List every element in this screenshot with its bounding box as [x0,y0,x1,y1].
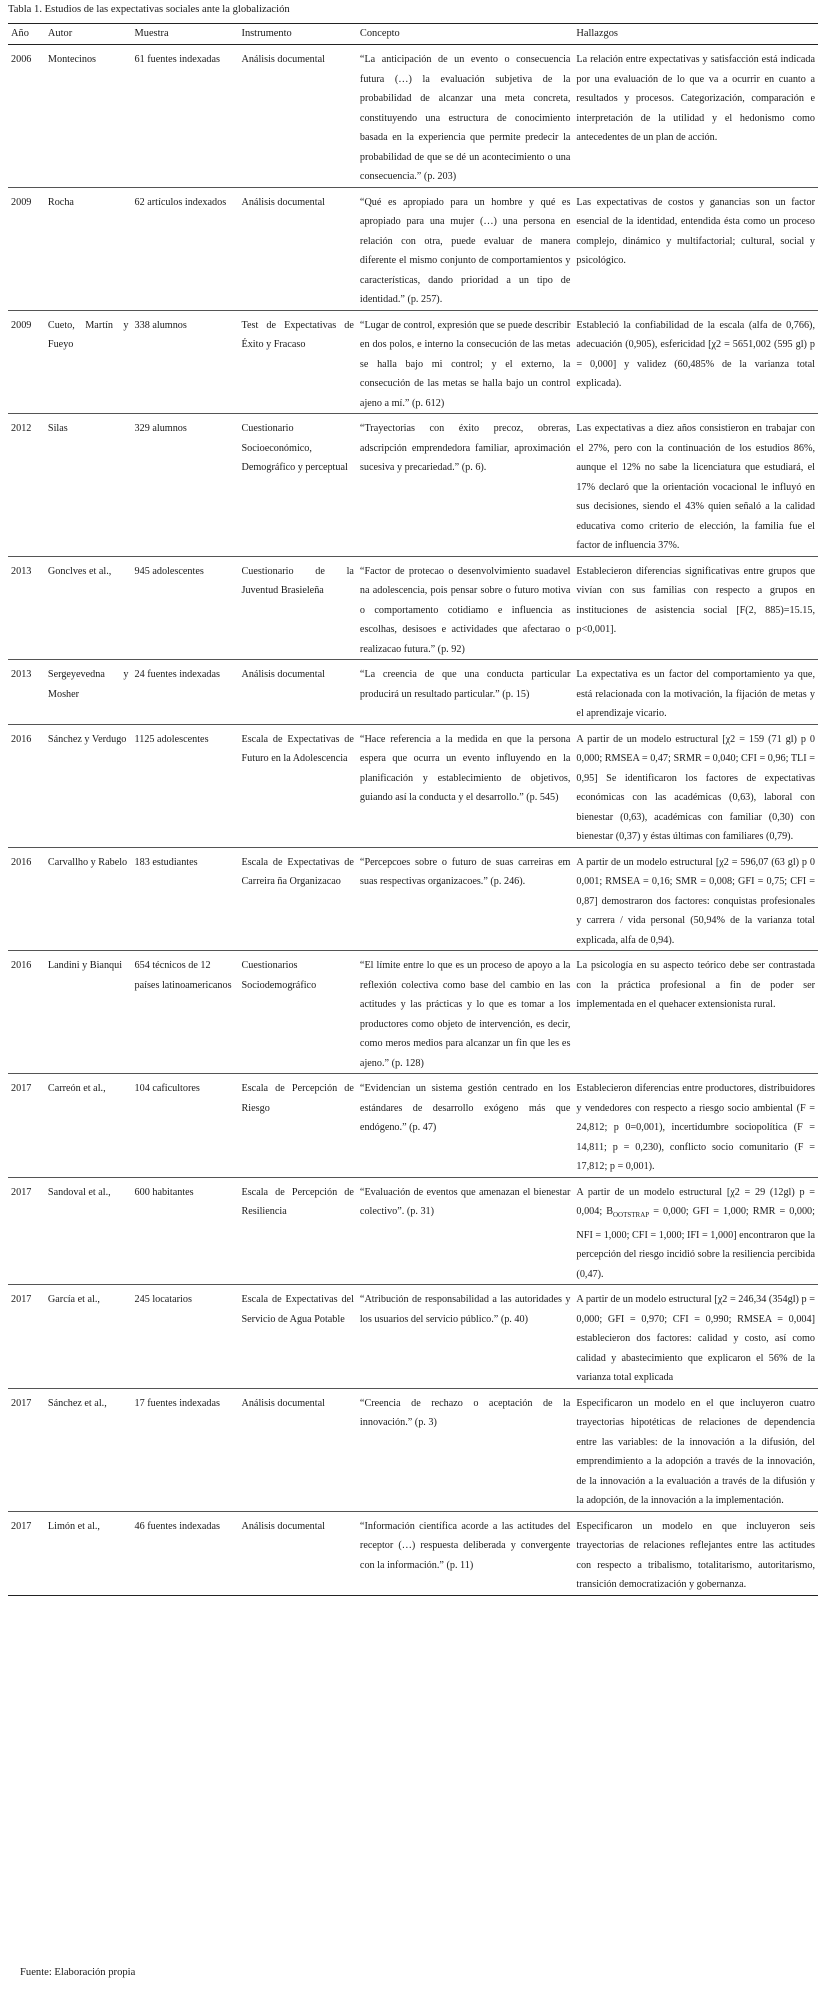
cell-concept: “La creencia de que una conducta particular producirá un resultado particular.” (p. 15) [357,660,574,725]
cell-sample: 600 habitantes [132,1177,239,1285]
cell-concept: “La anticipación de un evento o consecuencia futura (…) la evaluación subjetiva de la probabilidad de alcanzar una meta concreta, constituyendo una estructura de conocimiento basada en la experiencia que permite predecir la probabilidad de que se dé un acontecimiento o una consecuencia.” (p. 203) [357,45,574,188]
cell-findings: Las expectativas de costos y ganancias son un factor esencial de la identidad, entendida ésta como un proceso complejo, dinámico y multifactorial; cultural, social y psicológico. [573,187,818,310]
cell-author: García et al., [45,1285,132,1389]
cell-sample: 329 alumnos [132,414,239,557]
cell-findings: A partir de un modelo estructural [χ2 = 246,34 (354gl) p = 0,000; GFI = 0,970; CFI = 0,990; RMSEA = 0,004] establecieron dos factores: calidad y costo, así como calidad y abastecimiento que explicaron el 56% de la varianza total explicada [573,1285,818,1389]
header-findings: Hallazgos [573,24,818,45]
cell-sample: 338 alumnos [132,310,239,414]
header-concept: Concepto [357,24,574,45]
cell-author: Gonclves et al., [45,556,132,660]
cell-sample: 104 caficultores [132,1074,239,1178]
cell-year: 2009 [8,187,45,310]
table-row [8,45,818,188]
cell-findings: La expectativa es un factor del comportamiento ya que, está relacionada con la motivación, la fijación de metas y el aprendizaje vicario. [573,660,818,725]
cell-concept: “Lugar de control, expresión que se puede describir en dos polos, e interno la consecución de las metas se halla bajo mi control; y el externo, la consecución de las metas se halla bajo un control ajeno a mí.” (p. 612) [357,310,574,414]
cell-sample: 24 fuentes indexadas [132,660,239,725]
cell-sample: 945 adolescentes [132,556,239,660]
header-sample: Muestra [132,24,239,45]
cell-author: Rocha [45,187,132,310]
header-year: Año [8,24,45,45]
cell-year: 2017 [8,1285,45,1389]
cell-year: 2017 [8,1177,45,1285]
findings-subscript: OOTSTRAP [613,1211,650,1220]
cell-findings: La relación entre expectativas y satisfacción está indicada por una evaluación de lo que va a ocurrir en cuanto a resultados y procesos. Categorización, comparación e interpretación de la utilidad y el hedonismo como antecedentes de un plan de acción. [573,45,818,188]
cell-author: Sánchez y Verdugo [45,724,132,847]
cell-sample: 61 fuentes indexadas [132,45,239,188]
cell-findings: Estableció la confiabilidad de la escala (alfa de 0,766), adecuación (0,905), esfericidad [χ2 = 5651,002 (595 gl) p = 0,000] y validez (60,485% de la varianza total explicada). [573,310,818,414]
cell-instrument: Escala de Expectativas de Futuro en la Adolescencia [238,724,356,847]
cell-instrument: Análisis documental [238,187,356,310]
cell-findings: Establecieron diferencias significativas entre grupos que vivían con sus familias con respecto a grupos en instituciones de asistencia social [F(2, 885)=15.15, p<0,001]. [573,556,818,660]
cell-author: Sergeyevedna y Mosher [45,660,132,725]
table-header-row [8,24,818,45]
cell-findings: A partir de un modelo estructural [χ2 = 596,07 (63 gl) p 0 0,001; RMSEA = 0,16; SMR = 0,008; GFI = 0,75; CFI = 0,87] demostraron dos factores: conquistas profesionales y carrera / vida personal (50,94% de la varianza total explicada, alfa de 0,94). [573,847,818,951]
cell-concept: “Atribución de responsabilidad a las autoridades y los usuarios del servicio público.” (p. 40) [357,1285,574,1389]
header-instrument: Instrumento [238,24,356,45]
studies-table [8,23,818,1596]
cell-findings [573,1177,818,1285]
header-author: Autor [45,24,132,45]
cell-author: Cueto, Martín y Fueyo [45,310,132,414]
cell-year: 2017 [8,1388,45,1511]
cell-instrument: Análisis documental [238,1511,356,1595]
cell-sample: 654 técnicos de 12 países latinoamericanos [132,951,239,1074]
cell-instrument: Análisis documental [238,1388,356,1511]
cell-author: Silas [45,414,132,557]
cell-year: 2016 [8,951,45,1074]
table-row [8,1511,818,1595]
cell-author: Limón et al., [45,1511,132,1595]
cell-author: Carreón et al., [45,1074,132,1178]
cell-instrument: Cuestionario Socioeconómico, Demográfico y perceptual [238,414,356,557]
table-row [8,847,818,951]
table-row [8,1177,818,1285]
cell-concept: “El límite entre lo que es un proceso de apoyo a la reflexión colectiva como base del cambio en las actitudes y las prácticas y lo que es tomar a los productores como objeto de intervención, es decir, como meros medios para alcanzar un fin que les es ajeno.” (p. 128) [357,951,574,1074]
cell-findings: Especificaron un modelo en el que incluyeron cuatro trayectorias hipotéticas de relaciones de dependencia entre las variables: de la innovación a la difusión, del emprendimiento a la adopción a través de la innovación, de la innovación a la evaluación a través de la difusión y la adopción, de la innovación a la implementación. [573,1388,818,1511]
cell-author: Sánchez et al., [45,1388,132,1511]
cell-instrument: Escala de Expectativas del Servicio de Agua Potable [238,1285,356,1389]
cell-instrument: Escala de Percepción de Resiliencia [238,1177,356,1285]
cell-instrument: Análisis documental [238,45,356,188]
cell-year: 2006 [8,45,45,188]
table-row [8,660,818,725]
table-row [8,1074,818,1178]
table-row [8,187,818,310]
cell-concept: “Información científica acorde a las actitudes del receptor (…) respuesta deliberada y convergente con la información.” (p. 11) [357,1511,574,1595]
cell-concept: “Factor de protecao o desenvolvimiento suadavel na adolescencia, pois pensar sobre o futuro motiva o comportamento cotidiamo e influencia as escolhas, desisoes e actividades que afectarao o realizacao futura.” (p. 92) [357,556,574,660]
cell-sample: 46 fuentes indexadas [132,1511,239,1595]
cell-author: Carvallho y Rabelo [45,847,132,951]
cell-year: 2013 [8,556,45,660]
cell-instrument: Test de Expectativas de Éxito y Fracaso [238,310,356,414]
table-source-note: Fuente: Elaboración propia [20,1967,136,1978]
cell-concept: “Evidencian un sistema gestión centrado en los estándares de desarrollo exógeno más que endógeno.” (p. 47) [357,1074,574,1178]
cell-author: Landini y Bianqui [45,951,132,1074]
table-row [8,1388,818,1511]
table-caption: Tabla 1. Estudios de las expectativas sociales ante la globalización [8,4,290,15]
table-row [8,724,818,847]
cell-concept: “Percepcoes sobre o futuro de suas carreiras em suas respectivas organizacoes.” (p. 246). [357,847,574,951]
cell-concept: “Trayectorias con éxito precoz, obreras, adscripción emprendedora familiar, aproximación sucesiva y precariedad.” (p. 6). [357,414,574,557]
cell-year: 2009 [8,310,45,414]
cell-instrument: Escala de Expectativas de Carreira ña Organizacao [238,847,356,951]
cell-sample: 245 locatarios [132,1285,239,1389]
table-row [8,1285,818,1389]
cell-findings: Especificaron un modelo en que incluyeron seis trayectorias de relaciones reflejantes entre las actitudes con respecto a tribalismo, totalitarismo, autoritarismo, transición democratización y gobernanza. [573,1511,818,1595]
cell-instrument: Cuestionarios Sociodemográfico [238,951,356,1074]
findings-text: A partir de un modelo estructural [χ2 = 29 (12gl) p = 0,004; B [576,1186,815,1217]
cell-concept: “Qué es apropiado para un hombre y qué es apropiado para una mujer (…) una persona en relación con otra, puede evaluar de manera diferente el mismo conjunto de comportamientos y características, dando prioridad a un tipo de identidad.” (p. 257). [357,187,574,310]
cell-year: 2017 [8,1074,45,1178]
cell-author: Montecinos [45,45,132,188]
cell-instrument: Cuestionario de la Juventud Brasieleña [238,556,356,660]
table-row [8,556,818,660]
cell-year: 2016 [8,847,45,951]
cell-author: Sandoval et al., [45,1177,132,1285]
cell-sample: 17 fuentes indexadas [132,1388,239,1511]
findings-text: = 0,000; GFI = 1,000; RMR = 0,000; NFI = 1,000; CFI = 1,000; IFI = 1,000] encontraron que la percepción del riesgo incidió sobre la resiliencia percibida (0,47). [576,1206,815,1280]
cell-findings: Las expectativas a diez años consistieron en trabajar con el 27%, pero con la continuación de los estudios 86%, aunque el 12% no sabe la licenciatura que estudiará, el 17% declaró que la orientación vocacional le influyó en sus decisiones, siendo el 43% quien señaló a la calidad educativa como criterio de elección, la familia fue el factor de influencia 37%. [573,414,818,557]
cell-findings: Establecieron diferencias entre productores, distribuidores y vendedores con respecto a riesgo socio ambiental (F = 24,812; p 0=0,001), incertidumbre sociopolítica (F = 14,811; p = 0,230), conflicto socio comunitario (F = 17,812; p = 0,001). [573,1074,818,1178]
cell-concept: “Creencia de rechazo o aceptación de la innovación.” (p. 3) [357,1388,574,1511]
cell-concept: “Evaluación de eventos que amenazan el bienestar colectivo”. (p. 31) [357,1177,574,1285]
cell-findings: A partir de un modelo estructural [χ2 = 159 (71 gl) p 0 0,000; RMSEA = 0,47; SRMR = 0,040; CFI = 0,96; TLI = 0,95] Se identificaron los factores de expectativas económicas con las académicas (0,63), laboral con bienestar (0,63), académicas con familiar (0,30) con bienestar (0,37) y éstas últimas con familiares (0,79). [573,724,818,847]
cell-year: 2017 [8,1511,45,1595]
cell-year: 2012 [8,414,45,557]
table-row [8,951,818,1074]
cell-year: 2016 [8,724,45,847]
cell-findings: La psicología en su aspecto teórico debe ser contrastada con la práctica profesional a fin de poder ser implementada en el quehacer extensionista rural. [573,951,818,1074]
table-row [8,414,818,557]
cell-concept: “Hace referencia a la medida en que la persona espera que ocurra un evento influyendo en la planificación y establecimiento de objetivos, guiando así la conducta y el desarrollo.” (p. 545) [357,724,574,847]
cell-instrument: Análisis documental [238,660,356,725]
cell-instrument: Escala de Percepción de Riesgo [238,1074,356,1178]
cell-year: 2013 [8,660,45,725]
cell-sample: 62 artículos indexados [132,187,239,310]
cell-sample: 183 estudiantes [132,847,239,951]
cell-sample: 1125 adolescentes [132,724,239,847]
table-row [8,310,818,414]
